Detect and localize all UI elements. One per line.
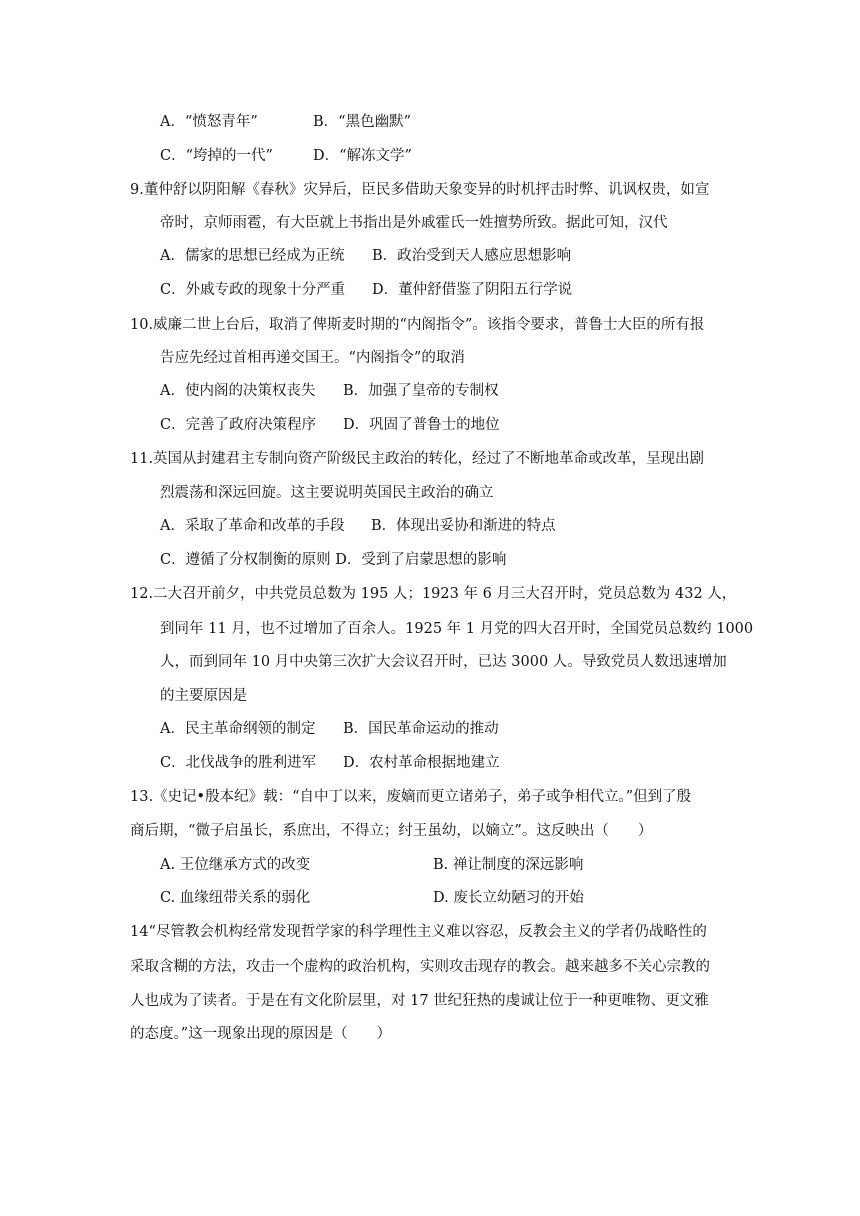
q10-option-a: A．使内阁的决策权丧失: [160, 383, 316, 399]
q14-stem-line-2: 采取含糊的方法，攻击一个虚构的政治机构，实则攻击现存的教会。越来越多不关心宗教的: [130, 959, 710, 975]
q9-stem-line-1: 9.董仲舒以阴阳解《春秋》灾异后，臣民多借助天象变异的时机抨击时弊、讥讽权贵，如宣: [130, 182, 710, 198]
q9-stem-line-2: 帝时，京师雨雹，有大臣就上书指出是外戚霍氏一姓擅势所致。据此可知，汉代: [160, 215, 668, 231]
q12-option-d: D．农村革命根据地建立: [343, 755, 500, 771]
q8-option-b: B．“黑色幽默”: [313, 114, 411, 130]
q11-option-b: B．体现出妥协和渐进的特点: [371, 518, 556, 534]
q13-option-c: C. 血缘纽带关系的弱化: [160, 890, 311, 906]
q11-stem-line-1: 11.英国从封建君主专制向资产阶级民主政治的转化，经过了不断地革命或改革，呈现出剧: [130, 451, 705, 467]
q12-stem-line-3: 人，而到同年 10 月中央第三次扩大会议召开时，已达 3000 人。导致党员人数迅速增加: [160, 654, 727, 670]
q14-stem-line-4: 的态度。”这一现象出现的原因是（ ）: [130, 1026, 392, 1042]
q9-option-d: D．董仲舒借鉴了阴阳五行学说: [372, 282, 573, 298]
q10-option-b: B．加强了皇帝的专制权: [343, 383, 499, 399]
q9-option-c: C．外戚专政的现象十分严重: [160, 282, 346, 298]
q13-option-d: D. 废长立幼陋习的开始: [433, 890, 584, 906]
q8-option-d: D．“解冻文学”: [313, 148, 412, 164]
q10-option-c: C．完善了政府决策程序: [160, 417, 317, 433]
q11-option-a: A．采取了革命和改革的手段: [160, 518, 345, 534]
q13-stem-line-1: 13.《史记•殷本纪》载：“自中丁以来，废嫡而更立诸弟子，弟子或争相代立。”但到了殷: [130, 789, 692, 805]
q9-option-a: A．儒家的思想已经成为正统: [160, 248, 345, 264]
q12-option-a: A．民主革命纲领的制定: [160, 721, 316, 737]
q12-stem-line-2: 到同年 11 月，也不过增加了百余人。1925 年 1 月党的四大召开时，全国党员总数约 1000: [160, 621, 754, 637]
q10-option-d: D．巩固了普鲁士的地位: [343, 417, 500, 433]
q13-option-b: B. 禅让制度的深远影响: [433, 857, 584, 873]
q13-option-a: A. 王位继承方式的改变: [160, 857, 311, 873]
q8-option-c: C．“垮掉的一代”: [160, 148, 273, 164]
q13-stem-line-2: 商后期，“微子启虽长，系庶出，不得立；纣王虽幼，以嫡立”。这反映出（ ）: [130, 823, 653, 839]
q12-stem-line-1: 12.二大召开前夕，中共党员总数为 195 人；1923 年 6 月三大召开时，党员总数为 432 人，: [130, 586, 737, 602]
q12-stem-line-4: 的主要原因是: [160, 688, 247, 704]
q14-stem-line-1: 14“尽管教会机构经常发现哲学家的科学理性主义难以容忍，反教会主义的学者仍战略性的: [130, 924, 707, 940]
q14-stem-line-3: 人也成为了读者。于是在有文化阶层里，对 17 世纪狂热的虔诚让位于一种更唯物、更文雅: [130, 993, 709, 1009]
q9-option-b: B．政治受到天人感应思想影响: [372, 248, 572, 264]
q11-option-c-d: C．遵循了分权制衡的原则 D．受到了启蒙思想的影响: [160, 552, 507, 568]
q10-stem-line-2: 告应先经过首相再递交国王。“内阁指令”的取消: [160, 350, 465, 366]
q12-option-c: C．北伐战争的胜利进军: [160, 755, 317, 771]
q12-option-b: B．国民革命运动的推动: [343, 721, 499, 737]
q10-stem-line-1: 10.威廉二世上台后，取消了俾斯麦时期的“内阁指令”。该指令要求，普鲁士大臣的所有报: [130, 317, 705, 333]
q8-option-a: A．“愤怒青年”: [160, 114, 258, 130]
q11-stem-line-2: 烈震荡和深远回旋。这主要说明英国民主政治的确立: [160, 485, 494, 501]
